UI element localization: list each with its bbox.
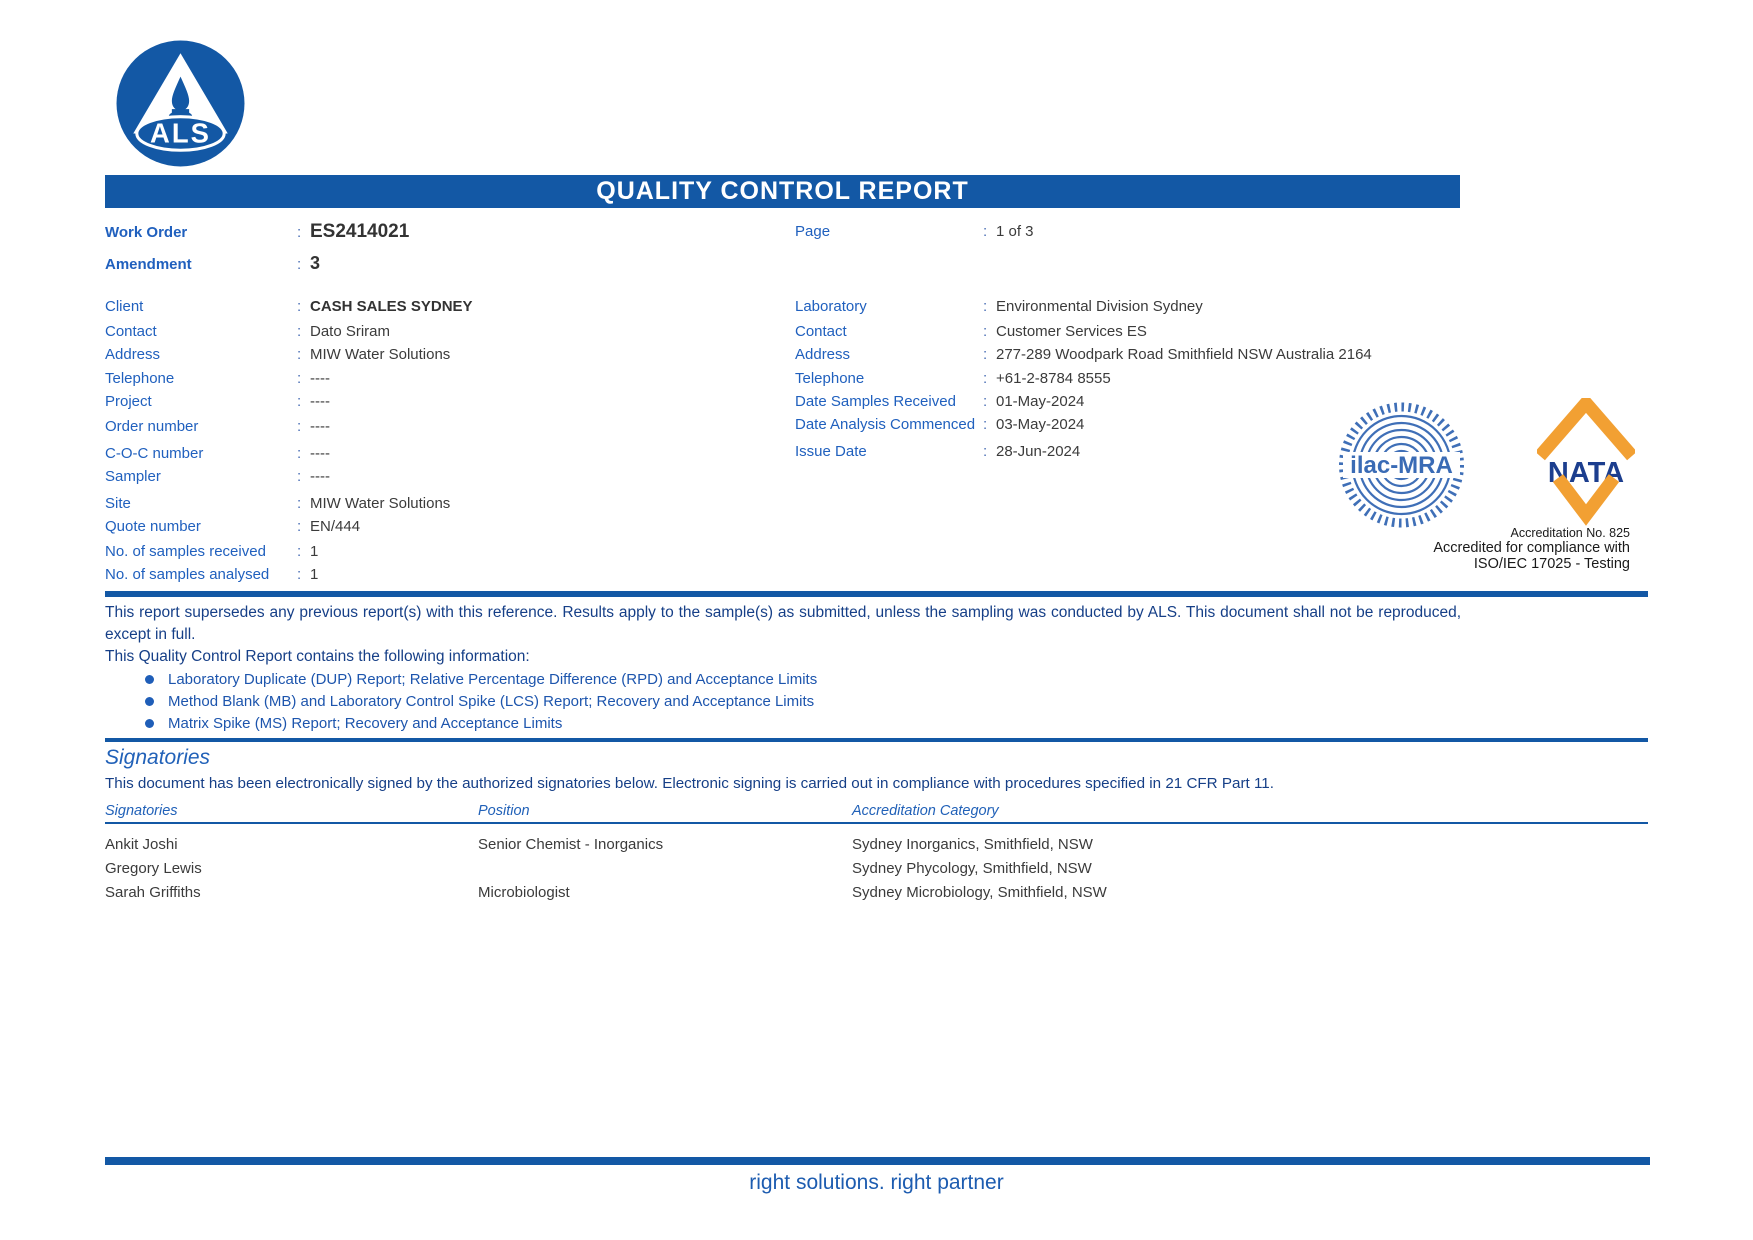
colon xyxy=(297,518,310,535)
colon xyxy=(297,393,310,410)
field-row-lab-contact xyxy=(795,323,1147,340)
bullet-icon xyxy=(145,675,154,684)
signatory-category: Sydney Microbiology, Smithfield, NSW xyxy=(852,884,1107,901)
colon xyxy=(297,323,310,340)
field-label: Contact xyxy=(105,323,157,340)
report-notice xyxy=(105,602,1461,734)
ilac-mra-logo xyxy=(1335,400,1468,530)
field-value: ES2414021 xyxy=(310,221,410,242)
column-header-position: Position xyxy=(478,803,530,819)
list-item xyxy=(145,712,1461,734)
field-row-amendment xyxy=(105,253,320,274)
field-label: No. of samples analysed xyxy=(105,566,270,583)
field-value: MIW Water Solutions xyxy=(310,495,451,512)
field-value: ---- xyxy=(310,468,330,485)
field-value: 1 of 3 xyxy=(996,223,1034,240)
field-value: MIW Water Solutions xyxy=(310,346,451,363)
field-value: Environmental Division Sydney xyxy=(996,298,1203,315)
colon xyxy=(983,370,996,387)
table-row xyxy=(105,860,1648,880)
list-item-text: Method Blank (MB) and Laboratory Control Spike (LCS) Report; Recovery and Acceptance Limits xyxy=(168,692,815,710)
field-label: Order number xyxy=(105,418,199,435)
field-row-work-order xyxy=(105,221,409,243)
colon xyxy=(297,224,310,241)
field-row-date-analysis-commenced xyxy=(795,416,1084,433)
colon xyxy=(983,443,996,460)
field-row-coc-number xyxy=(105,445,330,462)
nata-icon xyxy=(1537,398,1635,526)
field-label: Quote number xyxy=(105,518,201,535)
signatory-name: Sarah Griffiths xyxy=(105,884,201,901)
table-row xyxy=(105,836,1648,856)
field-label: Issue Date xyxy=(795,443,867,460)
colon xyxy=(983,323,996,340)
colon xyxy=(297,418,310,435)
field-label: Page xyxy=(795,223,831,240)
field-value: 1 xyxy=(310,566,319,583)
accreditation-compliance: Accredited for compliance with xyxy=(1433,540,1630,556)
bullet-icon xyxy=(145,719,154,728)
field-value: +61-2-8784 8555 xyxy=(996,370,1111,387)
colon xyxy=(983,223,996,240)
nata-logo xyxy=(1537,398,1635,526)
field-value: 01-May-2024 xyxy=(996,393,1085,410)
ilac-mra-text: ilac-MRA xyxy=(1350,452,1453,479)
als-logo-icon xyxy=(116,40,245,167)
field-value: Dato Sriram xyxy=(310,323,391,340)
field-row-date-samples-received xyxy=(795,393,1084,410)
field-value: 03-May-2024 xyxy=(996,416,1085,433)
field-label: No. of samples received xyxy=(105,543,266,560)
field-label: C-O-C number xyxy=(105,445,204,462)
field-row-lab-address xyxy=(795,346,1372,363)
field-value: EN/444 xyxy=(310,518,361,535)
field-label: Date Analysis Commenced xyxy=(795,416,976,433)
field-label: Laboratory xyxy=(795,298,867,315)
field-row-quote-number xyxy=(105,518,360,535)
field-row-lab-telephone xyxy=(795,370,1111,387)
field-label: Telephone xyxy=(105,370,175,387)
list-item-text: Matrix Spike (MS) Report; Recovery and Acceptance Limits xyxy=(168,714,563,732)
field-row-page xyxy=(795,223,1034,240)
signatory-category: Sydney Phycology, Smithfield, NSW xyxy=(852,860,1092,877)
colon xyxy=(983,393,996,410)
field-label: Amendment xyxy=(105,256,192,273)
table-row xyxy=(105,884,1648,904)
field-row-issue-date xyxy=(795,443,1080,460)
colon xyxy=(297,566,310,583)
als-logo xyxy=(116,40,245,167)
colon xyxy=(983,346,996,363)
field-value: 28-Jun-2024 xyxy=(996,443,1081,460)
accreditation-number: Accreditation No. 825 xyxy=(1510,526,1630,540)
field-label: Address xyxy=(105,346,161,363)
field-label: Project xyxy=(105,393,152,410)
bullet-icon xyxy=(145,697,154,706)
als-logo-text: ALS xyxy=(150,117,211,149)
accreditation-standard: ISO/IEC 17025 - Testing xyxy=(1473,555,1630,572)
list-item-text: Laboratory Duplicate (DUP) Report; Relative Percentage Difference (RPD) and Acceptance Limits xyxy=(168,670,818,688)
field-label: Telephone xyxy=(795,370,865,387)
signatories-divider xyxy=(105,738,1648,742)
field-value: ---- xyxy=(310,445,330,462)
field-label: Site xyxy=(105,495,131,512)
column-header-accreditation-category: Accreditation Category xyxy=(852,803,999,819)
contains-line: This Quality Control Report contains the following information: xyxy=(105,648,530,665)
footer-tagline: right solutions. right partner xyxy=(749,1171,1004,1194)
signatories-table-header xyxy=(105,803,1648,821)
colon xyxy=(297,495,310,512)
field-row-samples-analysed xyxy=(105,566,318,583)
column-header-signatories: Signatories xyxy=(105,803,178,819)
header-divider xyxy=(105,591,1648,597)
colon xyxy=(983,416,996,433)
signatory-category: Sydney Inorganics, Smithfield, NSW xyxy=(852,836,1093,853)
nata-text: NATA xyxy=(1547,457,1625,489)
colon xyxy=(297,468,310,485)
field-value: ---- xyxy=(310,393,330,410)
field-row-order-number xyxy=(105,418,330,435)
colon xyxy=(297,543,310,560)
footer-bar xyxy=(105,1157,1650,1165)
colon xyxy=(297,445,310,462)
field-label: Sampler xyxy=(105,468,161,485)
field-row-address xyxy=(105,346,450,363)
field-row-contact xyxy=(105,323,390,340)
field-value: ---- xyxy=(310,418,330,435)
field-label: Contact xyxy=(795,323,847,340)
colon xyxy=(983,298,996,315)
field-row-client xyxy=(105,298,473,315)
field-row-telephone xyxy=(105,370,330,387)
field-value: CASH SALES SYDNEY xyxy=(310,298,473,315)
field-value: Customer Services ES xyxy=(996,323,1147,340)
signatory-name: Gregory Lewis xyxy=(105,860,202,877)
field-label: Work Order xyxy=(105,224,188,241)
report-banner xyxy=(105,175,1460,208)
colon xyxy=(297,256,310,273)
contents-list xyxy=(145,668,1461,734)
field-label: Date Samples Received xyxy=(795,393,956,410)
field-value: 3 xyxy=(310,253,321,273)
field-row-samples-received xyxy=(105,543,318,560)
ilac-mra-icon xyxy=(1335,400,1468,530)
field-row-site xyxy=(105,495,450,512)
field-value: 1 xyxy=(310,543,319,560)
signatories-heading: Signatories xyxy=(105,746,211,769)
list-item xyxy=(145,690,1461,712)
colon xyxy=(297,346,310,363)
field-row-project xyxy=(105,393,330,410)
report-title: QUALITY CONTROL REPORT xyxy=(596,177,969,205)
colon xyxy=(297,298,310,315)
field-label: Address xyxy=(795,346,851,363)
supersede-paragraph: This report supersedes any previous report(s) with this reference. Results apply to the sample(s) as submitted, unless the sampling was conducted by ALS. This document shall not be reproduced, except in full. xyxy=(105,604,1461,643)
list-item xyxy=(145,668,1461,690)
colon xyxy=(297,370,310,387)
field-row-sampler xyxy=(105,468,330,485)
signatory-name: Ankit Joshi xyxy=(105,836,178,853)
signatory-position: Microbiologist xyxy=(478,884,570,901)
field-row-laboratory xyxy=(795,298,1203,315)
signatory-position: Senior Chemist - Inorganics xyxy=(478,836,664,853)
signatories-description: This document has been electronically signed by the authorized signatories below. Electronic signing is carried out in compliance with procedures specified in 21 CFR Part 11. xyxy=(105,775,1274,792)
table-header-divider xyxy=(105,822,1648,824)
accreditation-text xyxy=(1290,526,1630,572)
field-value: 277-289 Woodpark Road Smithfield NSW Australia 2164 xyxy=(996,346,1372,363)
field-label: Client xyxy=(105,298,144,315)
field-value: ---- xyxy=(310,370,330,387)
